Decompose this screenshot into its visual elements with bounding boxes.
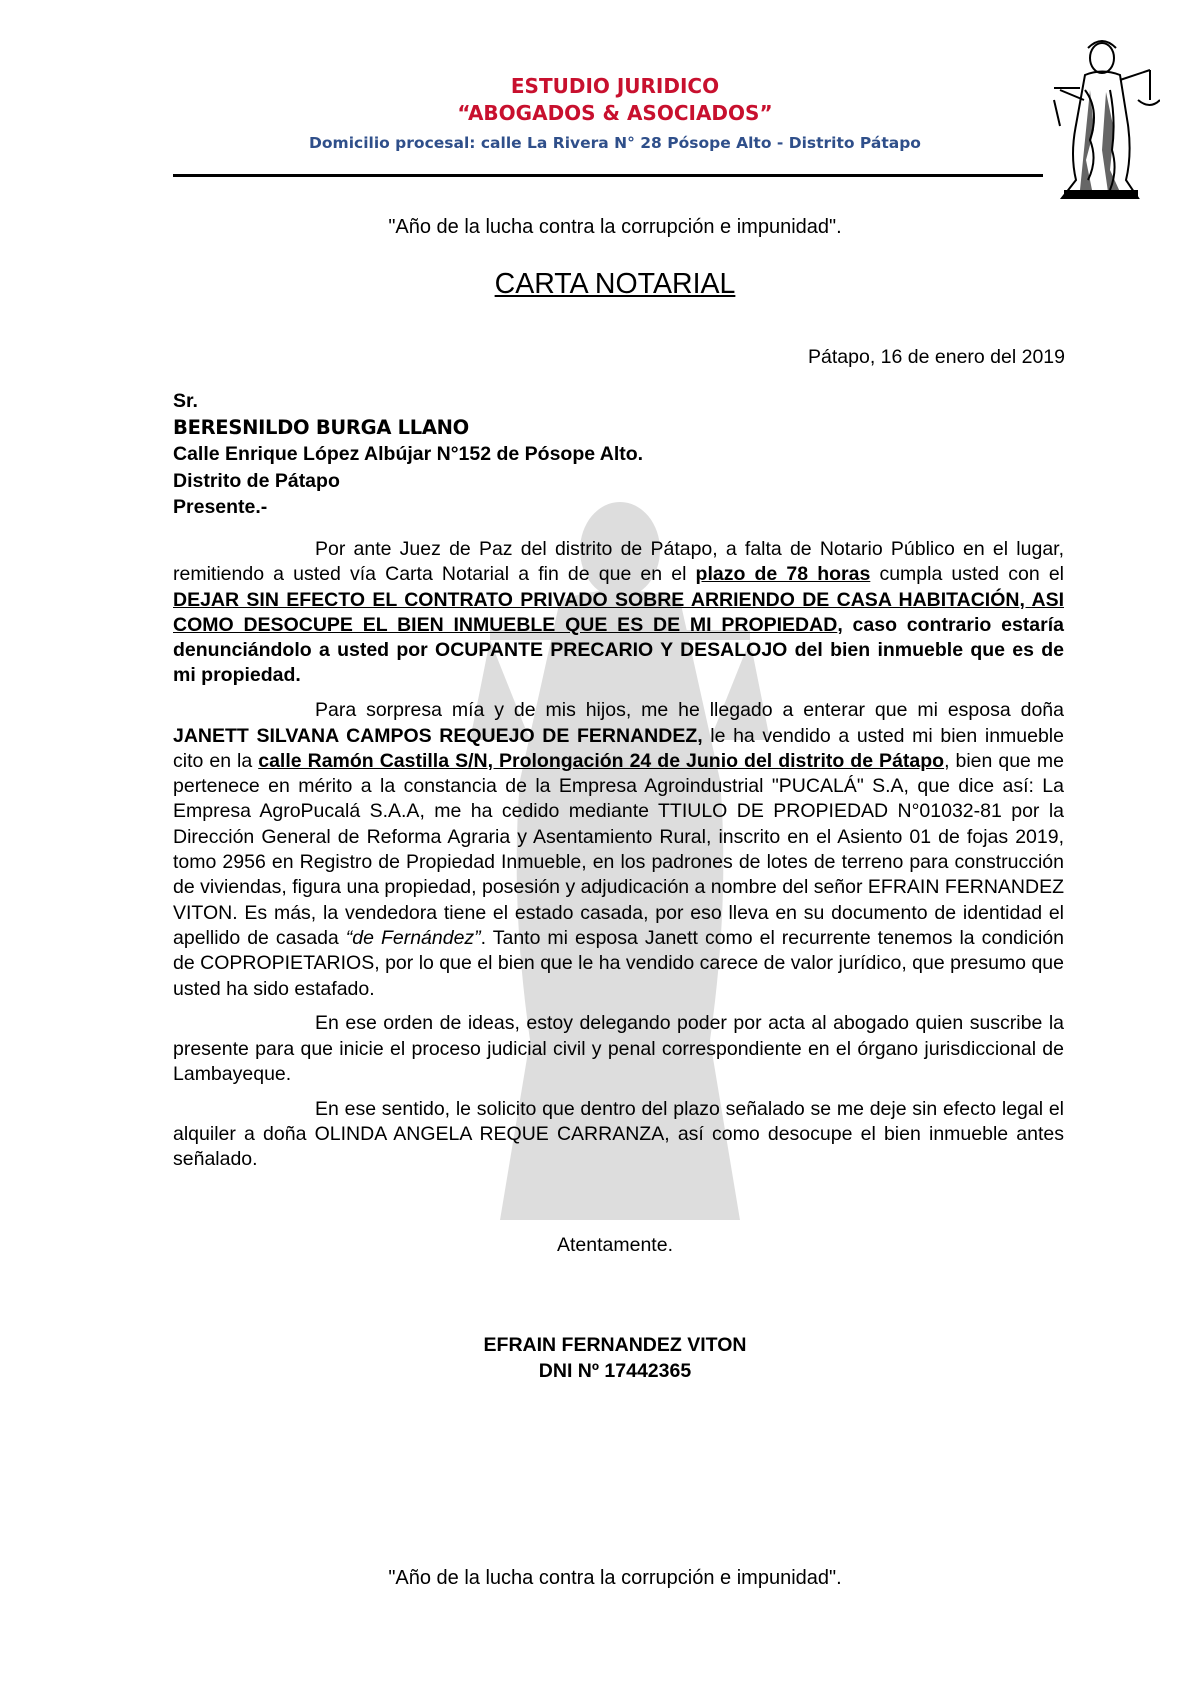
closing: Atentamente. bbox=[557, 1234, 673, 1256]
paragraph-1 bbox=[173, 537, 1064, 689]
p2-text-g: . Tanto mi esposa Janett como el recurrente tenemos la condición de COPROPIETARIOS, por lo que el bien que le ha vendido carece de valor jurídico, que presumo que usted ha sido estafado. bbox=[173, 926, 1064, 1000]
p2-seller-name: JANETT SILVANA CAMPOS REQUEJO DE FERNANDEZ, bbox=[173, 724, 703, 747]
firm-name: ESTUDIO JURIDICO bbox=[510, 74, 720, 98]
p2-text-c: le ha vendido a usted mi bien inmueble cito en la bbox=[173, 724, 1064, 772]
header-divider bbox=[173, 174, 1043, 177]
paragraph-4: En ese sentido, le solicito que dentro del plazo señalado se me deje sin efecto legal el alquiler a doña OLINDA ANGELA REQUE CARRANZA, así como desocupe el bien inmueble antes señalado. bbox=[173, 1097, 1064, 1171]
p2-surname: “de Fernández” bbox=[345, 926, 481, 949]
p2-text-a: Para sorpresa mía y de mis hijos, me he llegado a enterar que mi esposa doña bbox=[315, 699, 1064, 722]
p2-property-address: calle Ramón Castilla S/N, Prolongación 24 de Junio del distrito de Pátapo bbox=[258, 749, 945, 772]
paragraph-3: En ese orden de ideas, estoy delegando poder por acta al abogado quien suscribe la presente para que inicie el proceso judicial civil y penal correspondiente en el órgano jurisdiccional de Lambayeque. bbox=[173, 1012, 1064, 1085]
lady-justice-emblem-icon bbox=[1040, 30, 1160, 202]
recipient-block bbox=[173, 388, 643, 521]
recipient-name: BERESNILDO BURGA LLANO bbox=[173, 415, 469, 439]
recipient-district: Distrito de Pátapo bbox=[173, 469, 340, 492]
signature-name: EFRAIN FERNANDEZ VITON bbox=[483, 1334, 747, 1356]
p1-deadline: plazo de 78 horas bbox=[695, 563, 871, 586]
p1-text-e: , caso contrario estaría denunciándolo a usted por OCUPANTE PRECARIO Y DESALOJO del bien inmueble que es de mi propiedad. bbox=[173, 613, 1064, 687]
p1-text-c: cumpla usted con el bbox=[870, 563, 1064, 586]
presente-label: Presente.- bbox=[173, 496, 268, 518]
footer-motto: "Año de la lucha contra la corrupción e impunidad". bbox=[388, 1567, 842, 1589]
recipient-street: Calle Enrique López Albújar N°152 de Pósope Alto. bbox=[173, 443, 644, 465]
motto: "Año de la lucha contra la corrupción e impunidad". bbox=[388, 216, 842, 238]
date-line: Pátapo, 16 de enero del 2019 bbox=[808, 346, 1065, 368]
paragraph-2 bbox=[173, 698, 1064, 1002]
p1-demand: DEJAR SIN EFECTO EL CONTRATO PRIVADO SOBRE ARRIENDO DE CASA HABITACIÓN, ASI COMO DESOCUPE EL BIEN INMUEBLE QUE ES DE MI PROPIEDAD bbox=[173, 588, 1064, 636]
firm-subtitle: “ABOGADOS & ASOCIADOS” bbox=[457, 101, 773, 125]
p2-text-e: , bien que me pertenece en mérito a la constancia de la Empresa Agroindustrial "PUCALÁ" S.A, que dice así: La Empresa AgroPucalá S.A.A, me ha cedido mediante TTIULO DE PROPIEDAD N°01032-81 por la Dirección General de Reforma Agraria y Asentamiento Rural, inscrito en el Asiento 01 de fojas 2019, tomo 2956 en Registro de Propiedad Inmueble, en los padrones de lotes de terreno para construcción de viviendas, figura una propiedad, posesión y adjudicación a nombre del señor EFRAIN FERNANDEZ VITON. Es más, la vendedora tiene el estado casada, por eso lleva en su documento de identidad el apellido de casada bbox=[173, 749, 1064, 949]
letter-body bbox=[173, 537, 1064, 1182]
salutation: Sr. bbox=[173, 390, 198, 412]
firm-address: Domicilio procesal: calle La Rivera N° 28 Pósope Alto - Distrito Pátapo bbox=[309, 134, 921, 152]
signature-dni: DNI Nº 17442365 bbox=[538, 1360, 692, 1382]
document-title: CARTA NOTARIAL bbox=[494, 268, 736, 300]
p1-text-a: Por ante Juez de Paz del distrito de Pátapo, a falta de Notario Público en el lugar, remitiendo a usted vía Carta Notarial a fin de que en el bbox=[173, 538, 1064, 586]
